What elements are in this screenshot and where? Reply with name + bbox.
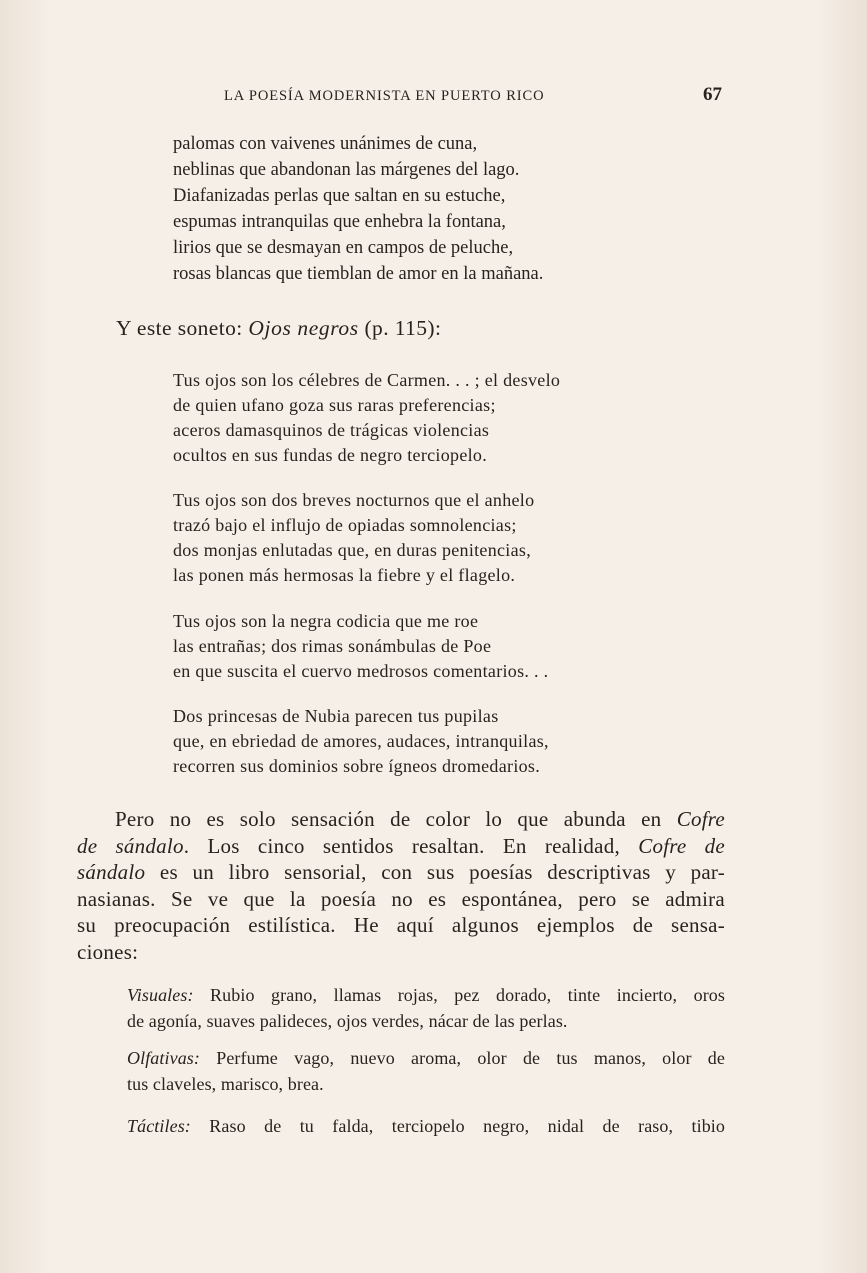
prose-text: Pero no es solo sensación de color lo que abunda en: [115, 807, 677, 831]
book-title: de sándalo: [77, 833, 184, 858]
sonnet-line: en que suscita el cuervo medrosos comentarios. . .: [173, 661, 549, 681]
sonnet-line: ocultos en sus fundas de negro terciopelo.: [173, 445, 488, 465]
sonnet-stanza-3: [173, 609, 548, 684]
prose-line: [77, 833, 725, 860]
sonnet-intro: [116, 316, 441, 341]
sonnet-line: las entrañas; dos rimas sonámbulas de Poe: [173, 636, 492, 656]
prose-line: su preocupación estilística. He aquí algunos ejemplos de sensa-: [77, 913, 725, 937]
sonnet-line: de quien ufano goza sus raras preferencias;: [173, 395, 496, 415]
sonnet-line: aceros damasquinos de trágicas violencias: [173, 420, 490, 440]
sensation-line: [127, 1046, 725, 1072]
poem-line: palomas con vaivenes unánimes de cuna,: [173, 134, 478, 154]
page-reference: (p. 115):: [358, 316, 442, 340]
sensation-text: Raso de tu falda, terciopelo negro, nidal de raso, tibio: [190, 1116, 725, 1136]
poem-line: espumas intranquilas que enhebra la fontana,: [173, 212, 506, 232]
prose-text: es un libro sensorial, con sus poesías descriptivas y par-: [145, 860, 725, 884]
prose-line: ciones:: [77, 939, 139, 964]
prose-line: [77, 859, 725, 886]
sensation-line: [127, 983, 725, 1009]
running-title: LA POESÍA MODERNISTA EN PUERTO RICO: [224, 88, 545, 104]
sonnet-line: que, en ebriedad de amores, audaces, intranquilas,: [173, 731, 549, 751]
running-header: [224, 86, 724, 108]
poem-line: rosas blancas que tiemblan de amor en la mañana.: [173, 264, 544, 284]
page-number: 67: [703, 84, 722, 105]
sonnet-stanza-4: [173, 704, 549, 779]
sensation-label: Visuales:: [127, 985, 194, 1005]
book-title: Cofre: [676, 807, 725, 831]
sonnet-title: Ojos negros: [248, 316, 359, 340]
book-title: sándalo: [77, 860, 146, 884]
poem-line: Diafanizadas perlas que saltan en su estuche,: [173, 186, 506, 206]
sonnet-line: Dos princesas de Nubia parecen tus pupilas: [173, 706, 499, 726]
sensation-label: Olfativas:: [127, 1048, 200, 1068]
intro-text: Y este soneto:: [116, 316, 249, 340]
sensation-line: [127, 1114, 725, 1140]
sonnet-line: dos monjas enlutadas que, en duras penitencias,: [173, 540, 532, 560]
sonnet-stanza-2: [173, 488, 534, 588]
sonnet-line: las ponen más hermosas la fiebre y el flagelo.: [173, 565, 516, 585]
poem-line: lirios que se desmayan en campos de peluche,: [173, 238, 514, 258]
prose-line: nasianas. Se ve que la poesía no es espontánea, pero se admira: [77, 886, 725, 911]
prose-line: [77, 806, 725, 833]
sonnet-line: Tus ojos son la negra codicia que me roe: [173, 611, 479, 631]
sensation-label: Táctiles:: [127, 1116, 191, 1136]
prose-paragraph: [77, 806, 725, 965]
sonnet-line: recorren sus dominios sobre ígneos dromedarios.: [173, 756, 541, 776]
poem-fragment: [173, 131, 543, 287]
sensation-text: Rubio grano, llamas rojas, pez dorado, tinte incierto, oros: [193, 985, 725, 1005]
prose-text: . Los cinco sentidos resaltan. En realidad,: [183, 833, 639, 858]
sonnet-line: Tus ojos son dos breves nocturnos que el anhelo: [173, 490, 535, 510]
book-title: Cofre de: [638, 833, 726, 858]
sonnet-stanza-1: [173, 368, 560, 468]
sensation-line: tus claveles, marisco, brea.: [127, 1073, 324, 1094]
sensation-tactile: [127, 1114, 725, 1140]
sensation-text: Perfume vago, nuevo aroma, olor de tus manos, olor de: [200, 1048, 725, 1068]
sensation-visual: [127, 983, 725, 1034]
poem-line: neblinas que abandonan las márgenes del lago.: [173, 160, 520, 180]
sensation-olfactory: [127, 1046, 725, 1097]
sonnet-line: Tus ojos son los célebres de Carmen. . . ; el desvelo: [173, 370, 561, 390]
sonnet-line: trazó bajo el influjo de opiadas somnolencias;: [173, 515, 517, 535]
sensation-line: de agonía, suaves palideces, ojos verdes, nácar de las perlas.: [127, 1010, 568, 1031]
